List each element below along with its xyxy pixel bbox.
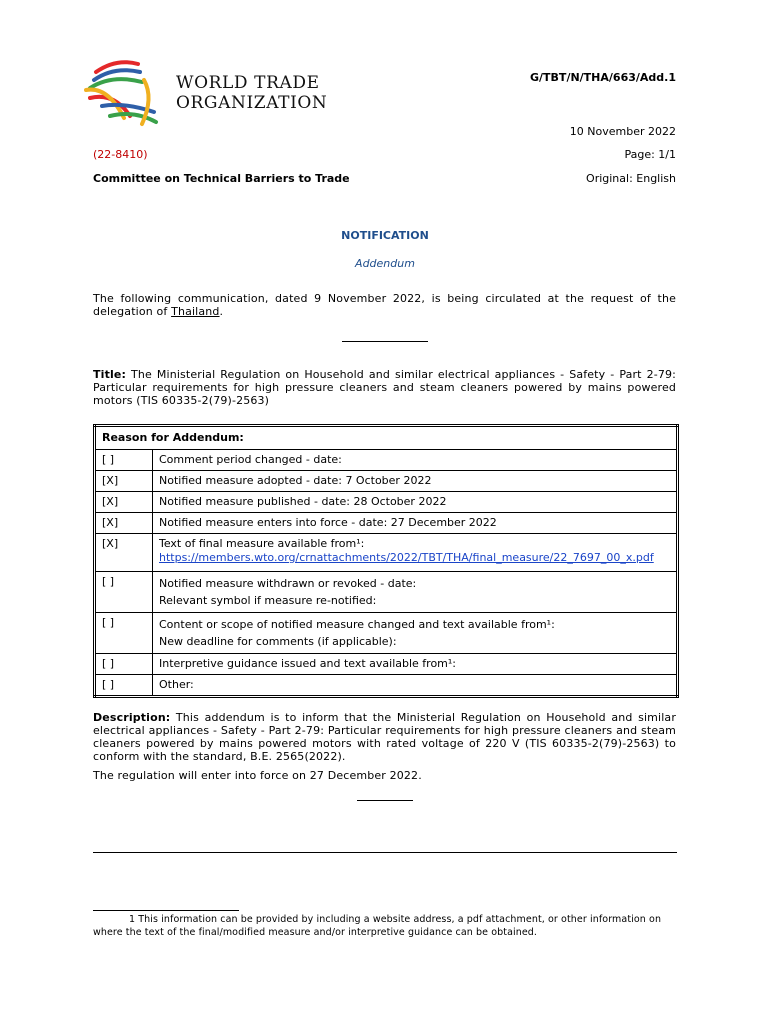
entry-into-force-text: The regulation will enter into force on 27 December 2022. [93,769,422,782]
intro-text-end: . [219,305,224,318]
addendum-reason-table [93,424,679,698]
final-measure-link[interactable]: https://members.wto.org/crnattachments/2022/TBT/THA/final_measure/22_7697_00_x.pdf [159,551,654,564]
table-row [95,654,678,675]
title-label: Title: [93,368,127,381]
title-text: The Ministerial Regulation on Household and similar electrical appliances - Safety - Part 2-79: Particular requirements for high pressure cleaners and steam cleaners powered by mains powered motors (TIS 60335-2(79)-2563) [93,368,676,407]
reason-cell [153,534,678,572]
checkbox-mark: [ ] [95,572,153,613]
description-text: This addendum is to inform that the Ministerial Regulation on Household and similar electrical appliances - Safety - Part 2-79: Particular requirements for high pressure cleaners and steam cleaners powered by mains powered motors with rated voltage of 220 V (TIS 60335-2(79)-2563) to conform with the standard, B.E. 2565(2022). [93,711,676,763]
reason-text-secondary: New deadline for comments (if applicable): [159,635,397,648]
member-name: Thailand [171,305,220,318]
footnote-separator [93,910,239,911]
page-rule [93,852,677,853]
checkbox-mark: [ ] [95,654,153,675]
reason-cell [153,613,678,654]
reason-text: Text of final measure available from¹: [159,537,365,550]
checkbox-mark: [ ] [95,613,153,654]
reason-text: Notified measure published - date: 28 October 2022 [153,492,678,513]
table-header: Reason for Addendum: [95,426,678,450]
end-separator-line [357,800,413,801]
checkbox-mark: [ ] [95,450,153,471]
table-row [95,492,678,513]
table-row [95,675,678,697]
intro-text: The following communication, dated 9 November 2022, is being circulated at the request of the delegation of [93,292,676,318]
table-row [95,450,678,471]
wto-logo [84,58,164,130]
notification-subtitle: Addendum [355,257,415,270]
table-row [95,572,678,613]
reason-text: Interpretive guidance issued and text available from¹: [153,654,678,675]
checkbox-mark: [X] [95,534,153,572]
reason-text: Notified measure adopted - date: 7 October 2022 [153,471,678,492]
page-indicator: Page: 1/1 [624,148,676,161]
checkbox-mark: [X] [95,471,153,492]
wto-logo-icon [84,58,164,130]
table-row [95,534,678,572]
checkbox-mark: [ ] [95,675,153,697]
footnote-text: 1 This information can be provided by including a website address, a pdf attachment, or other information on where the text of the final/modified measure and/or interpretive guidance can be obtained. [93,914,662,938]
table-row [95,613,678,654]
reason-text: Other: [153,675,678,697]
reason-text: Content or scope of notified measure changed and text available from¹: [159,618,555,631]
description-label: Description: [93,711,171,724]
document-symbol: G/TBT/N/THA/663/Add.1 [530,71,676,84]
table-row [95,471,678,492]
reason-cell [153,572,678,613]
table-header-row [95,426,678,450]
description-paragraph [93,711,676,763]
reason-text: Comment period changed - date: [153,450,678,471]
document-number: (22-8410) [93,148,148,161]
reason-text: Notified measure enters into force - date: 27 December 2022 [153,513,678,534]
original-language: Original: English [586,172,676,185]
separator-line [342,341,428,342]
checkbox-mark: [X] [95,492,153,513]
reason-text: Notified measure withdrawn or revoked - date: [159,577,417,590]
notification-title: NOTIFICATION [341,229,429,242]
checkbox-mark: [X] [95,513,153,534]
title-paragraph [93,368,676,407]
org-name-line2: ORGANIZATION [176,93,328,113]
org-name-line1: WORLD TRADE [176,73,320,93]
committee-name: Committee on Technical Barriers to Trade [93,172,350,185]
table-row [95,513,678,534]
intro-paragraph [93,292,676,318]
reason-text-secondary: Relevant symbol if measure re-notified: [159,594,377,607]
document-date: 10 November 2022 [569,125,676,138]
